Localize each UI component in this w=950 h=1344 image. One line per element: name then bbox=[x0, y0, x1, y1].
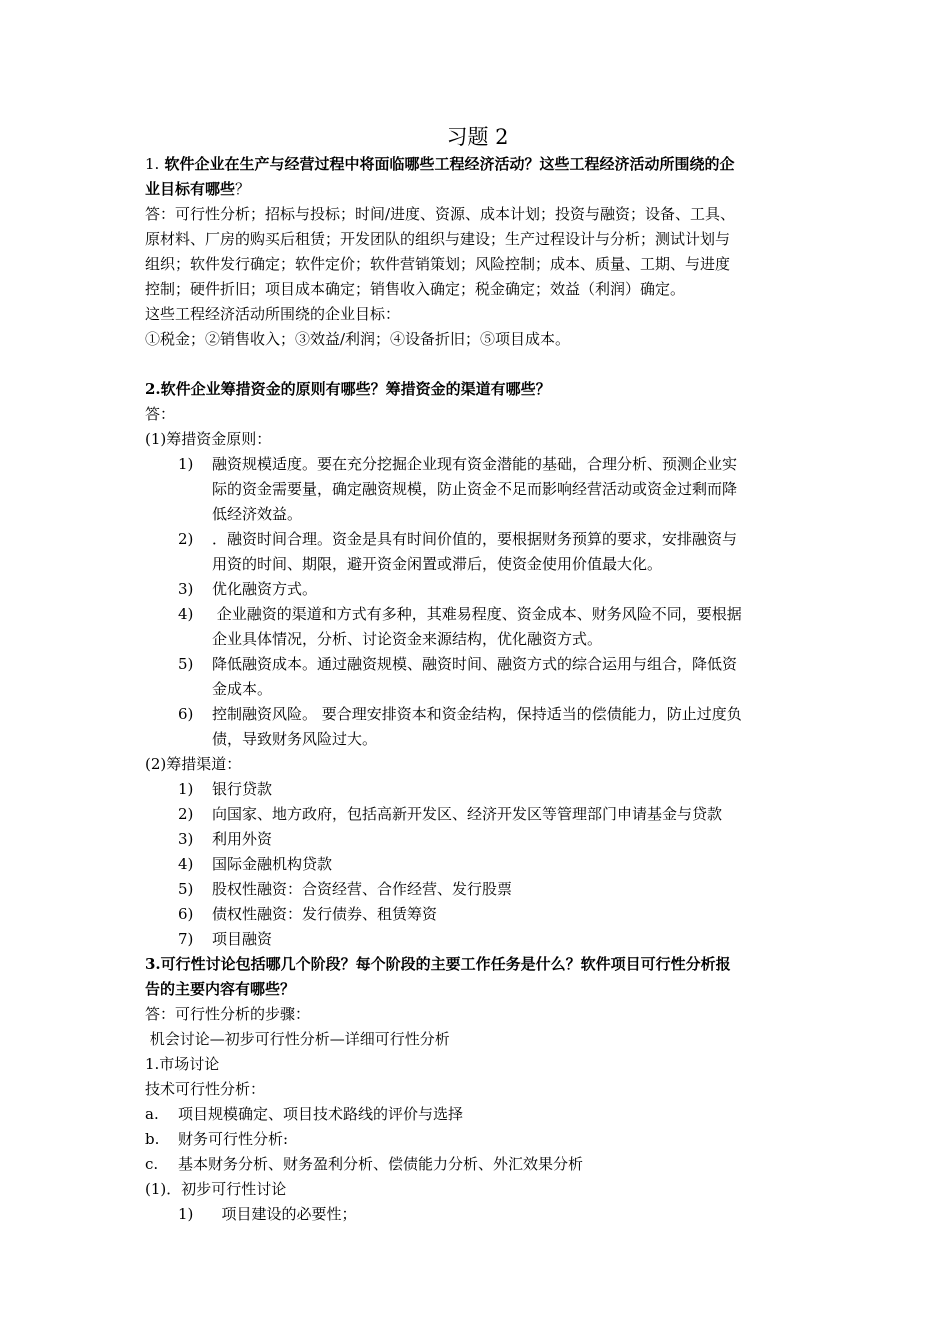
question-1-line-1 bbox=[145, 152, 810, 177]
list-number: b. bbox=[145, 1130, 160, 1148]
list-text bbox=[212, 927, 810, 952]
market-research: 1.市场讨论 bbox=[145, 1055, 220, 1073]
question-1-number: 1. bbox=[145, 155, 160, 173]
principle-item bbox=[145, 577, 810, 602]
list-text-line: 际的资金需要量，确定融资规模，防止资金不足而影响经营活动或资金过剩而降 bbox=[212, 480, 738, 498]
list-number: 3) bbox=[178, 830, 194, 848]
list-text-line: 债权性融资：发行债券、租赁筹资 bbox=[212, 905, 438, 923]
list-text-line: 向国家、地方政府，包括高新开发区、经济开发区等管理部门申请基金与贷款 bbox=[212, 805, 723, 823]
page-title: 习题 2 bbox=[446, 125, 509, 149]
list-number: 1) bbox=[178, 1205, 194, 1223]
question-1-answer-line-4: 控制；硬件折旧；项目成本确定；销售收入确定；税金确定；效益（利润）确定。 bbox=[145, 280, 686, 298]
list-text-line: 股权性融资：合资经营、合作经营、发行股票 bbox=[212, 880, 513, 898]
principles-list bbox=[145, 452, 810, 752]
list-number: 2) bbox=[178, 805, 194, 823]
list-text bbox=[212, 577, 810, 602]
list-text-line: 利用外资 bbox=[212, 830, 273, 848]
question-1-text-part-1: 软件企业在生产与经营过程中将面临哪些工程经济活动？这些工程经济活动所围绕的企 bbox=[159, 155, 735, 173]
principle-item bbox=[145, 702, 810, 752]
list-text-line: 金成本。 bbox=[212, 680, 273, 698]
list-text-line: 项目建设的必要性； bbox=[212, 1205, 357, 1223]
list-text-line: 基本财务分析、财务盈利分析、偿债能力分析、外汇效果分析 bbox=[178, 1155, 584, 1173]
question-2-answer-label: 答： bbox=[145, 405, 176, 423]
list-text bbox=[212, 777, 810, 802]
list-number: 2) bbox=[178, 530, 194, 548]
question-3-title-line-1: 3.可行性讨论包括哪几个阶段？每个阶段的主要工作任务是什么？软件项目可行性分析报 bbox=[145, 955, 731, 973]
list-text bbox=[212, 902, 810, 927]
list-text-line: 企业融资的渠道和方式有多种，其难易程度、资金成本、财务风险不同，要根据 bbox=[212, 605, 742, 623]
list-text-line: 低经济效益。 bbox=[212, 505, 303, 523]
list-text-line: 优化融资方式。 bbox=[212, 580, 318, 598]
principle-item bbox=[145, 652, 810, 702]
list-number: 3) bbox=[178, 580, 194, 598]
tech-feasibility-label: 技术可行性分析： bbox=[145, 1080, 266, 1098]
question-2-title: 2.软件企业筹措资金的原则有哪些？筹措资金的渠道有哪些？ bbox=[145, 380, 551, 398]
document-body bbox=[145, 122, 810, 1227]
question-1-goals-label: 这些工程经济活动所围绕的企业目标： bbox=[145, 305, 401, 323]
question-3-answer: 答：可行性分析的步骤： bbox=[145, 1005, 311, 1023]
blank-line bbox=[145, 352, 810, 377]
channel-item bbox=[145, 777, 810, 802]
list-text-line: 国际金融机构贷款 bbox=[212, 855, 333, 873]
list-text-line: 融资规模适度。要在充分挖掘企业现有资金潜能的基础，合理分析、预测企业实 bbox=[212, 455, 738, 473]
principle-item bbox=[145, 452, 810, 527]
list-text bbox=[178, 1152, 810, 1177]
alpha-item bbox=[145, 1152, 810, 1177]
channel-item bbox=[145, 802, 810, 827]
list-text-line: 项目融资 bbox=[212, 930, 273, 948]
list-text bbox=[212, 852, 810, 877]
question-1-qmark: ？ bbox=[235, 180, 251, 198]
list-text bbox=[212, 452, 810, 527]
list-text-line: 项目规模确定、项目技术路线的评价与选择 bbox=[178, 1105, 464, 1123]
alpha-item bbox=[145, 1102, 810, 1127]
prelim-list bbox=[145, 1202, 810, 1227]
list-text bbox=[212, 802, 810, 827]
channel-item bbox=[145, 877, 810, 902]
list-text bbox=[178, 1102, 810, 1127]
list-number: 1) bbox=[178, 455, 194, 473]
list-text bbox=[212, 827, 810, 852]
list-text-line: 降低融资成本。通过融资规模、融资时间、融资方式的综合运用与组合，降低资 bbox=[212, 655, 738, 673]
list-number: 1) bbox=[178, 780, 194, 798]
channel-item bbox=[145, 927, 810, 952]
alpha-item bbox=[145, 1127, 810, 1152]
list-number: 5) bbox=[178, 655, 194, 673]
list-text-line: ．融资时间合理。资金是具有时间价值的，要根据财务预算的要求，安排融资与 bbox=[212, 530, 738, 548]
channel-item bbox=[145, 852, 810, 877]
list-text bbox=[212, 652, 810, 702]
principle-item bbox=[145, 602, 810, 652]
list-text-line: 银行贷款 bbox=[212, 780, 273, 798]
question-3-title-line-2: 告的主要内容有哪些？ bbox=[145, 980, 296, 998]
list-text-line: 财务可行性分析: bbox=[178, 1130, 289, 1148]
list-text bbox=[212, 702, 810, 752]
question-1-line-2 bbox=[145, 177, 810, 202]
channels-label: (2)筹措渠道： bbox=[145, 755, 242, 773]
question-1-goals: ①税金；②销售收入；③效益/利润；④设备折旧；⑤项目成本。 bbox=[145, 330, 571, 348]
list-number: 6) bbox=[178, 905, 194, 923]
question-1-answer-line-2: 原材料、厂房的购买后租赁；开发团队的组织与建设；生产过程设计与分析；测试计划与 bbox=[145, 230, 731, 248]
list-number: c. bbox=[145, 1155, 159, 1173]
list-text bbox=[212, 877, 810, 902]
prelim-label: (1)．初步可行性讨论 bbox=[145, 1180, 287, 1198]
list-number: 5) bbox=[178, 880, 194, 898]
question-1-text-part-2: 业目标有哪些 bbox=[145, 180, 236, 198]
question-3-steps: 机会讨论—初步可行性分析—详细可行性分析 bbox=[145, 1030, 450, 1048]
question-1-answer-line-3: 组织；软件发行确定；软件定价；软件营销策划；风险控制；成本、质量、工期、与进度 bbox=[145, 255, 731, 273]
alpha-list bbox=[145, 1102, 810, 1177]
list-text bbox=[178, 1127, 810, 1152]
list-number: 7) bbox=[178, 930, 194, 948]
list-text-line: 债，导致财务风险过大。 bbox=[212, 730, 378, 748]
channel-item bbox=[145, 827, 810, 852]
question-1-answer-line-1: 答：可行性分析；招标与投标；时间/进度、资源、成本计划；投资与融资；设备、工具、 bbox=[145, 205, 736, 223]
list-text-line: 用资的时间、期限，避开资金闲置或滞后，使资金使用价值最大化。 bbox=[212, 555, 663, 573]
list-text bbox=[212, 1202, 810, 1227]
prelim-item bbox=[145, 1202, 810, 1227]
channel-item bbox=[145, 902, 810, 927]
list-text bbox=[212, 527, 810, 577]
list-number: 4) bbox=[178, 605, 194, 623]
list-number: a. bbox=[145, 1105, 159, 1123]
list-text-line: 企业具体情况，分析、讨论资金来源结构，优化融资方式。 bbox=[212, 630, 603, 648]
channels-list bbox=[145, 777, 810, 952]
list-text bbox=[212, 602, 810, 652]
principle-item bbox=[145, 527, 810, 577]
list-number: 6) bbox=[178, 705, 194, 723]
list-number: 4) bbox=[178, 855, 194, 873]
list-text-line: 控制融资风险。 要合理安排资本和资金结构，保持适当的偿债能力，防止过度负 bbox=[212, 705, 742, 723]
principles-label: (1)筹措资金原则： bbox=[145, 430, 272, 448]
